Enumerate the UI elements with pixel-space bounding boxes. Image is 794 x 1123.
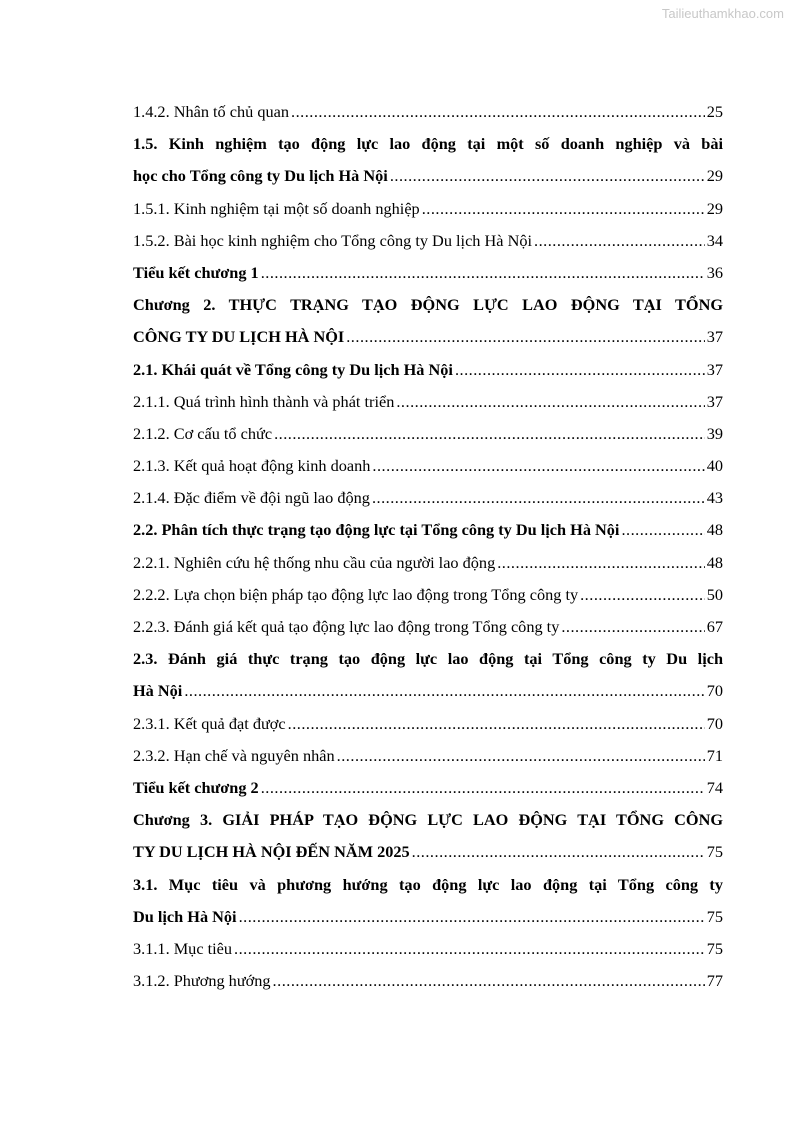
table-of-contents [133,96,723,997]
toc-entry-title-first-line: 1.5. Kinh nghiệm tạo động lực lao động tại một số doanh nghiệp và bài [133,134,723,154]
toc-entry-title: 3.1.1. Mục tiêu [133,938,233,958]
toc-entry-title: 3.1.2. Phương hướng [133,971,271,991]
toc-entry-row [133,225,723,257]
toc-entry-row [133,321,723,353]
toc-entry-title-first-line: Chương 3. GIẢI PHÁP TẠO ĐỘNG LỰC LAO ĐỘNG TẠI TỔNG CÔNG [133,810,723,830]
dot-leader [274,418,705,450]
dot-leader [184,675,704,707]
toc-entry-row [133,772,723,804]
toc-entry-page-number: 75 [706,938,723,958]
toc-entry[interactable] [133,514,723,546]
toc-entry-page-number: 37 [706,359,723,379]
toc-entry[interactable] [133,869,723,933]
toc-entry-title: 1.5.2. Bài học kinh nghiệm cho Tổng công ty Du lịch Hà Nội [133,230,532,250]
toc-entry-page-number: 70 [706,713,723,733]
toc-entry-page-number: 40 [706,456,723,476]
toc-entry-page-number: 75 [706,906,723,926]
toc-entry-title: CÔNG TY DU LỊCH HÀ NỘI [133,327,345,347]
toc-entry-page-number: 37 [706,327,723,347]
toc-entry-title: 2.1. Khái quát về Tổng công ty Du lịch Hà Nội [133,359,453,379]
dot-leader [497,547,705,579]
toc-entry-row [133,354,723,386]
toc-entry[interactable] [133,547,723,579]
toc-entry[interactable] [133,482,723,514]
toc-entry-row [133,611,723,643]
toc-entry[interactable] [133,225,723,257]
dot-leader [390,160,705,192]
toc-entry-row [133,482,723,514]
toc-entry-title: Hà Nội [133,681,183,701]
toc-entry-title: Du lịch Hà Nội [133,906,237,926]
toc-entry[interactable] [133,418,723,450]
dot-leader [337,740,705,772]
dot-leader [396,386,704,418]
toc-entry-title: 2.1.4. Đặc điểm về đội ngũ lao động [133,488,370,508]
toc-entry[interactable] [133,128,723,192]
toc-entry-row [133,836,723,868]
toc-entry[interactable] [133,579,723,611]
dot-leader [412,836,705,868]
toc-entry[interactable] [133,386,723,418]
toc-entry[interactable] [133,96,723,128]
toc-entry-row [133,675,723,707]
toc-entry[interactable] [133,611,723,643]
dot-leader [239,901,705,933]
toc-entry-page-number: 29 [706,198,723,218]
toc-entry-page-number: 50 [706,584,723,604]
toc-entry[interactable] [133,257,723,289]
toc-entry-row [133,901,723,933]
toc-entry-title: 2.1.3. Kết quả hoạt động kinh doanh [133,456,371,476]
watermark: Tailieuthamkhao.com [661,6,784,21]
toc-entry[interactable] [133,933,723,965]
toc-entry[interactable] [133,643,723,707]
toc-entry[interactable] [133,708,723,740]
toc-entry-row [133,514,723,546]
toc-entry-page-number: 71 [706,745,723,765]
dot-leader [422,193,705,225]
toc-entry-title-first-line: 2.3. Đánh giá thực trạng tạo động lực lao động tại Tổng công ty Du lịch [133,649,723,669]
dot-leader [534,225,705,257]
toc-entry-row [133,160,723,192]
toc-entry-title: TY DU LỊCH HÀ NỘI ĐẾN NĂM 2025 [133,842,410,862]
toc-entry-page-number: 77 [706,971,723,991]
toc-entry-page-number: 48 [706,552,723,572]
dot-leader [621,514,704,546]
toc-entry-row [133,547,723,579]
toc-entry-row [133,96,723,128]
toc-entry-title: 2.1.2. Cơ cấu tổ chức [133,423,273,443]
toc-entry-title-first-line: 3.1. Mục tiêu và phương hướng tạo động lực lao động tại Tổng công ty [133,874,723,894]
toc-entry-page-number: 43 [706,488,723,508]
toc-entry-page-number: 67 [706,617,723,636]
toc-entry-title-first-line: Chương 2. THỰC TRẠNG TẠO ĐỘNG LỰC LAO ĐỘNG TẠI TỔNG [133,295,723,315]
toc-entry-row [133,708,723,740]
toc-entry-title: 2.1.1. Quá trình hình thành và phát triển [133,391,395,411]
toc-entry[interactable] [133,354,723,386]
toc-entry-row [133,386,723,418]
toc-entry-page-number: 39 [706,423,723,443]
toc-entry-title: 1.5.1. Kinh nghiệm tại một số doanh nghiệp [133,198,420,218]
dot-leader [291,96,705,128]
dot-leader [455,354,705,386]
toc-entry-row [133,965,723,997]
toc-entry-title: Tiểu kết chương 2 [133,777,259,797]
dot-leader [372,482,705,514]
toc-entry[interactable] [133,450,723,482]
toc-entry-title: 2.3.2. Hạn chế và nguyên nhân [133,745,335,765]
toc-entry-row [133,257,723,289]
toc-entry-title: 1.4.2. Nhân tố chủ quan [133,102,289,121]
toc-entry-row [133,418,723,450]
toc-entry-title: Tiểu kết chương 1 [133,262,259,282]
dot-leader [261,257,705,289]
dot-leader [346,321,704,353]
toc-entry-row [133,933,723,965]
toc-entry-row [133,193,723,225]
toc-entry[interactable] [133,740,723,772]
toc-entry-title: 2.2.3. Đánh giá kết quả tạo động lực lao động trong Tổng công ty [133,617,560,636]
toc-entry[interactable] [133,193,723,225]
toc-entry[interactable] [133,289,723,353]
toc-entry-row [133,450,723,482]
toc-entry-page-number: 48 [706,520,723,540]
toc-entry-row [133,579,723,611]
dot-leader [234,933,705,965]
toc-entry[interactable] [133,965,723,997]
toc-entry-title: 2.3.1. Kết quả đạt được [133,713,286,733]
toc-entry-page-number: 70 [706,681,723,701]
toc-entry[interactable] [133,772,723,804]
toc-entry-page-number: 37 [706,391,723,411]
toc-entry-page-number: 75 [706,842,723,862]
toc-entry-page-number: 25 [706,102,723,121]
toc-entry-page-number: 36 [706,262,723,282]
toc-entry-title: học cho Tổng công ty Du lịch Hà Nội [133,166,388,186]
toc-entry-row [133,740,723,772]
toc-entry-page-number: 29 [706,166,723,186]
toc-entry[interactable] [133,804,723,868]
toc-entry-title: 2.2. Phân tích thực trạng tạo động lực tại Tổng công ty Du lịch Hà Nội [133,520,620,540]
dot-leader [580,579,705,611]
dot-leader [273,965,705,997]
dot-leader [561,611,704,643]
toc-entry-title: 2.2.2. Lựa chọn biện pháp tạo động lực lao động trong Tổng công ty [133,584,579,604]
toc-entry-page-number: 34 [706,230,723,250]
dot-leader [288,708,705,740]
toc-entry-title: 2.2.1. Nghiên cứu hệ thống nhu cầu của người lao động [133,552,496,572]
toc-entry-page-number: 74 [706,777,723,797]
dot-leader [372,450,704,482]
dot-leader [261,772,705,804]
